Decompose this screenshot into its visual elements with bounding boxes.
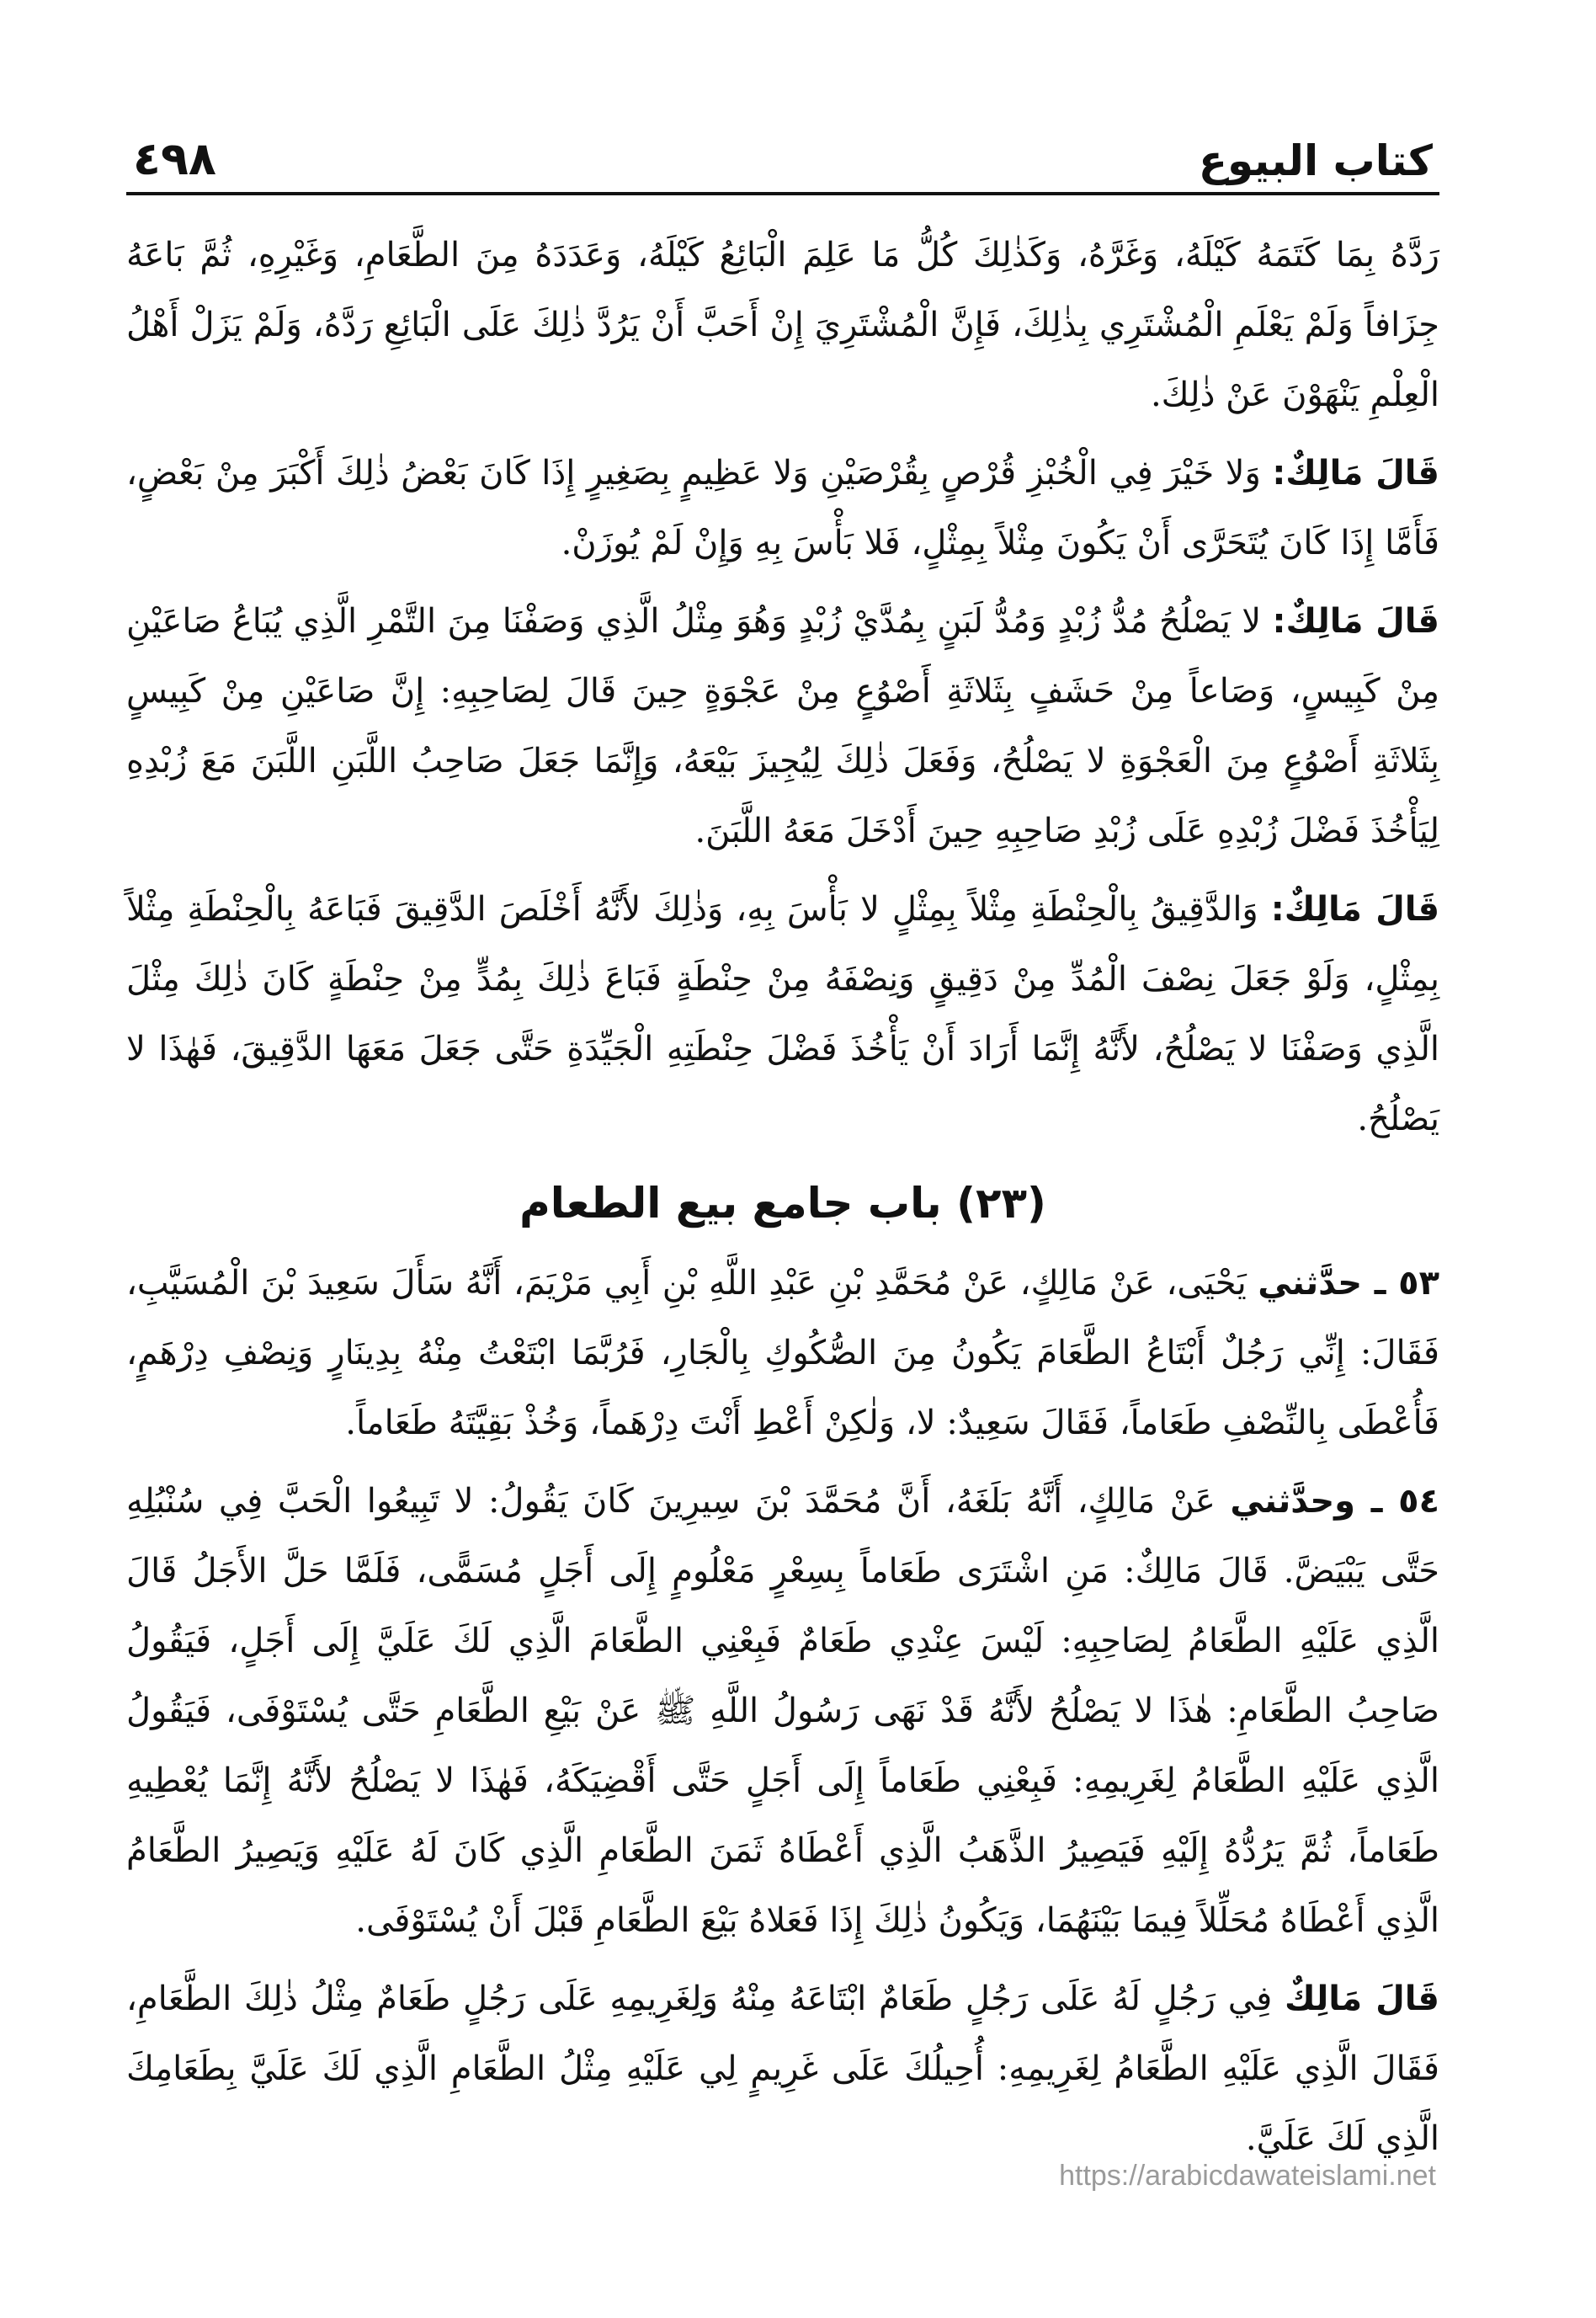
hadith-lead: ٥٤ ـ وحدَّثني	[1230, 1482, 1439, 1521]
paragraph-lead: قَالَ مَالِكٌ:	[1270, 890, 1440, 929]
hadith-paragraph	[126, 1249, 1439, 1458]
page-number: ٤٩٨	[133, 132, 216, 185]
hadith-lead: قَالَ مَالِكٌ	[1285, 1980, 1439, 2018]
watermark-url: https://arabicdawateislami.net	[1059, 2160, 1436, 2192]
paragraph-text: لا يَصْلُحُ مُدُّ زُبْدٍ وَمُدُّ لَبَنٍ بِمُدَّيْ زُبْدٍ وَهُوَ مِثْلُ الَّذِي وَصَفْنَا مِنَ التَّمْرِ الَّذِي يُبَاعُ صَاعَيْنِ مِنْ كَبِيسٍ، وَصَاعاً مِنْ حَشَفٍ بِثَلاثَةِ أَصْوُعٍ مِنْ عَجْوَةٍ حِينَ قَالَ لِصَاحِبِهِ: إِنَّ صَاعَيْنِ مِنْ كَبِيسٍ بِثَلاثَةِ أَصْوُعٍ مِنَ الْعَجْوَةِ لا يَصْلُحُ، وَفَعَلَ ذٰلِكَ لِيُجِيزَ بَيْعَهُ، وَإِنَّمَا جَعَلَ صَاحِبُ اللَّبَنِ اللَّبَنَ مَعَ زُبْدِهِ لِيَأْخُذَ فَضْلَ زُبْدِهِ عَلَى زُبْدِ صَاحِبِهِ حِينَ أَدْخَلَ مَعَهُ اللَّبَنَ.	[126, 602, 1439, 850]
paragraph-text: وَلا خَيْرَ فِي الْخُبْزِ قُرْصٍ بِقُرْصَيْنِ وَلا عَظِيمٍ بِصَغِيرٍ إِذَا كَانَ بَعْضُ ذٰلِكَ أَكْبَرَ مِنْ بَعْضٍ، فَأَمَّا إِذَا كَانَ يُتَحَرَّى أَنْ يَكُونَ مِثْلاً بِمِثْلٍ، فَلا بَأْسَ بِهِ وَإِنْ لَمْ يُوزَنْ.	[126, 454, 1439, 562]
book-title: كتاب البيوع	[1198, 136, 1433, 185]
hadith-paragraph	[126, 1467, 1439, 1956]
section-title: (٢٣) باب جامع بيع الطعام	[519, 1179, 1046, 1228]
hadith-text: فِي رَجُلٍ لَهُ عَلَى رَجُلٍ طَعَامٌ ابْتَاعَهُ مِنْهُ وَلِغَرِيمِهِ عَلَى رَجُلٍ طَعَامٌ مِثْلُ ذٰلِكَ الطَّعَامِ، فَقَالَ الَّذِي عَلَيْهِ الطَّعَامُ لِغَرِيمِهِ: أُحِيلُكَ عَلَى غَرِيمٍ لِي عَلَيْهِ مِثْلُ الطَّعَامِ الَّذِي لَكَ عَلَيَّ بِطَعَامِكَ الَّذِي لَكَ عَلَيَّ.	[126, 1980, 1439, 2158]
paragraph	[126, 875, 1439, 1154]
paragraph-lead: قَالَ مَالِكٌ:	[1272, 602, 1440, 641]
paragraph-text: وَالدَّقِيقُ بِالْحِنْطَةِ مِثْلاً بِمِثْلٍ لا بَأْسَ بِهِ، وَذٰلِكَ لأَنَّهُ أَخْلَصَ الدَّقِيقَ فَبَاعَهُ بِالْحِنْطَةِ مِثْلاً بِمِثْلٍ، وَلَوْ جَعَلَ نِصْفَ الْمُدِّ مِنْ دَقِيقٍ وَنِصْفَهُ مِنْ حِنْطَةٍ فَبَاعَ ذٰلِكَ بِمُدٍّ مِنْ حِنْطَةٍ كَانَ ذٰلِكَ مِثْلَ الَّذِي وَصَفْنَا لا يَصْلُحُ، لأَنَّهُ إِنَّمَا أَرَادَ أَنْ يَأْخُذَ فَضْلَ حِنْطَتِهِ الْجَيِّدَةِ حَتَّى جَعَلَ مَعَهَا الدَّقِيقَ، فَهٰذَا لا يَصْلُحُ.	[126, 890, 1440, 1138]
hadith-text: عَنْ مَالِكٍ، أَنَّهُ بَلَغَهُ، أَنَّ مُحَمَّدَ بْنَ سِيرِينَ كَانَ يَقُولُ: لا تَبِيعُوا الْحَبَّ فِي سُنْبُلِهِ حَتَّى يَبْيَضَّ. قَالَ مَالِكٌ: مَنِ اشْتَرَى طَعَاماً بِسِعْرٍ مَعْلُومٍ إِلَى أَجَلٍ مُسَمًّى، فَلَمَّا حَلَّ الأَجَلُ قَالَ الَّذِي عَلَيْهِ الطَّعَامُ لِصَاحِبِهِ: لَيْسَ عِنْدِي طَعَامٌ فَبِعْنِي الطَّعَامَ الَّذِي لَكَ عَلَيَّ إِلَى أَجَلٍ، فَيَقُولُ صَاحِبُ الطَّعَامِ: هٰذَا لا يَصْلُحُ لأَنَّهُ قَدْ نَهَى رَسُولُ اللَّهِ ﷺ عَنْ بَيْعِ الطَّعَامِ حَتَّى يُسْتَوْفَى، فَيَقُولُ الَّذِي عَلَيْهِ الطَّعَامُ لِغَرِيمِهِ: فَبِعْنِي طَعَاماً إِلَى أَجَلٍ حَتَّى أَقْضِيَكَهُ، فَهٰذَا لا يَصْلُحُ لأَنَّهُ إِنَّمَا يُعْطِيهِ طَعَاماً، ثُمَّ يَرُدُّهُ إِلَيْهِ فَيَصِيرُ الذَّهَبُ الَّذِي أَعْطَاهُ ثَمَنَ الطَّعَامِ الَّذِي كَانَ لَهُ عَلَيْهِ وَيَصِيرُ الطَّعَامُ الَّذِي أَعْطَاهُ مُحَلِّلاً فِيمَا بَيْنَهُمَا، وَيَكُونُ ذٰلِكَ إِذَا فَعَلاهُ بَيْعَ الطَّعَامِ قَبْلَ أَنْ يُسْتَوْفَى.	[126, 1482, 1440, 1940]
paragraph-text: رَدَّهُ بِمَا كَتَمَهُ كَيْلَهُ، وَغَرَّهُ، وَكَذٰلِكَ كُلُّ مَا عَلِمَ الْبَائِعُ كَيْلَهُ، وَعَدَدَهُ مِنَ الطَّعَامِ، وَغَيْرِهِ، ثُمَّ بَاعَهُ جِزَافاً وَلَمْ يَعْلَمِ الْمُشْتَرِي بِذٰلِكَ، فَإِنَّ الْمُشْتَرِيَ إِنْ أَحَبَّ أَنْ يَرُدَّ ذٰلِكَ عَلَى الْبَائِعِ رَدَّهُ، وَلَمْ يَزَلْ أَهْلُ الْعِلْمِ يَنْهَوْنَ عَنْ ذٰلِكَ.	[126, 236, 1439, 414]
paragraph	[126, 221, 1439, 430]
hadith-paragraph	[126, 1964, 1439, 2174]
hadith-lead: ٥٣ ـ حدَّثني	[1258, 1264, 1439, 1303]
paragraph	[126, 587, 1439, 866]
page-content	[126, 195, 1439, 2174]
paragraph	[126, 439, 1439, 578]
book-page	[126, 101, 1439, 2290]
paragraph-lead: قَالَ مَالِكٌ:	[1272, 454, 1439, 493]
hadith-text: يَحْيَى، عَنْ مَالِكٍ، عَنْ مُحَمَّدِ بْنِ عَبْدِ اللَّهِ بْنِ أَبِي مَرْيَمَ، أَنَّهُ سَأَلَ سَعِيدَ بْنَ الْمُسَيَّبِ، فَقَالَ: إِنِّي رَجُلٌ أَبْتَاعُ الطَّعَامَ يَكُونُ مِنَ الصُّكُوكِ بِالْجَارِ، فَرُبَّمَا ابْتَعْتُ مِنْهُ بِدِينَارٍ وَنِصْفِ دِرْهَمٍ، فَأُعْطَى بِالنِّصْفِ طَعَاماً، فَقَالَ سَعِيدٌ: لا، وَلٰكِنْ أَعْطِ أَنْتَ دِرْهَماً، وَخُذْ بَقِيَّتَهُ طَعَاماً.	[126, 1264, 1439, 1442]
page-header	[126, 101, 1439, 195]
